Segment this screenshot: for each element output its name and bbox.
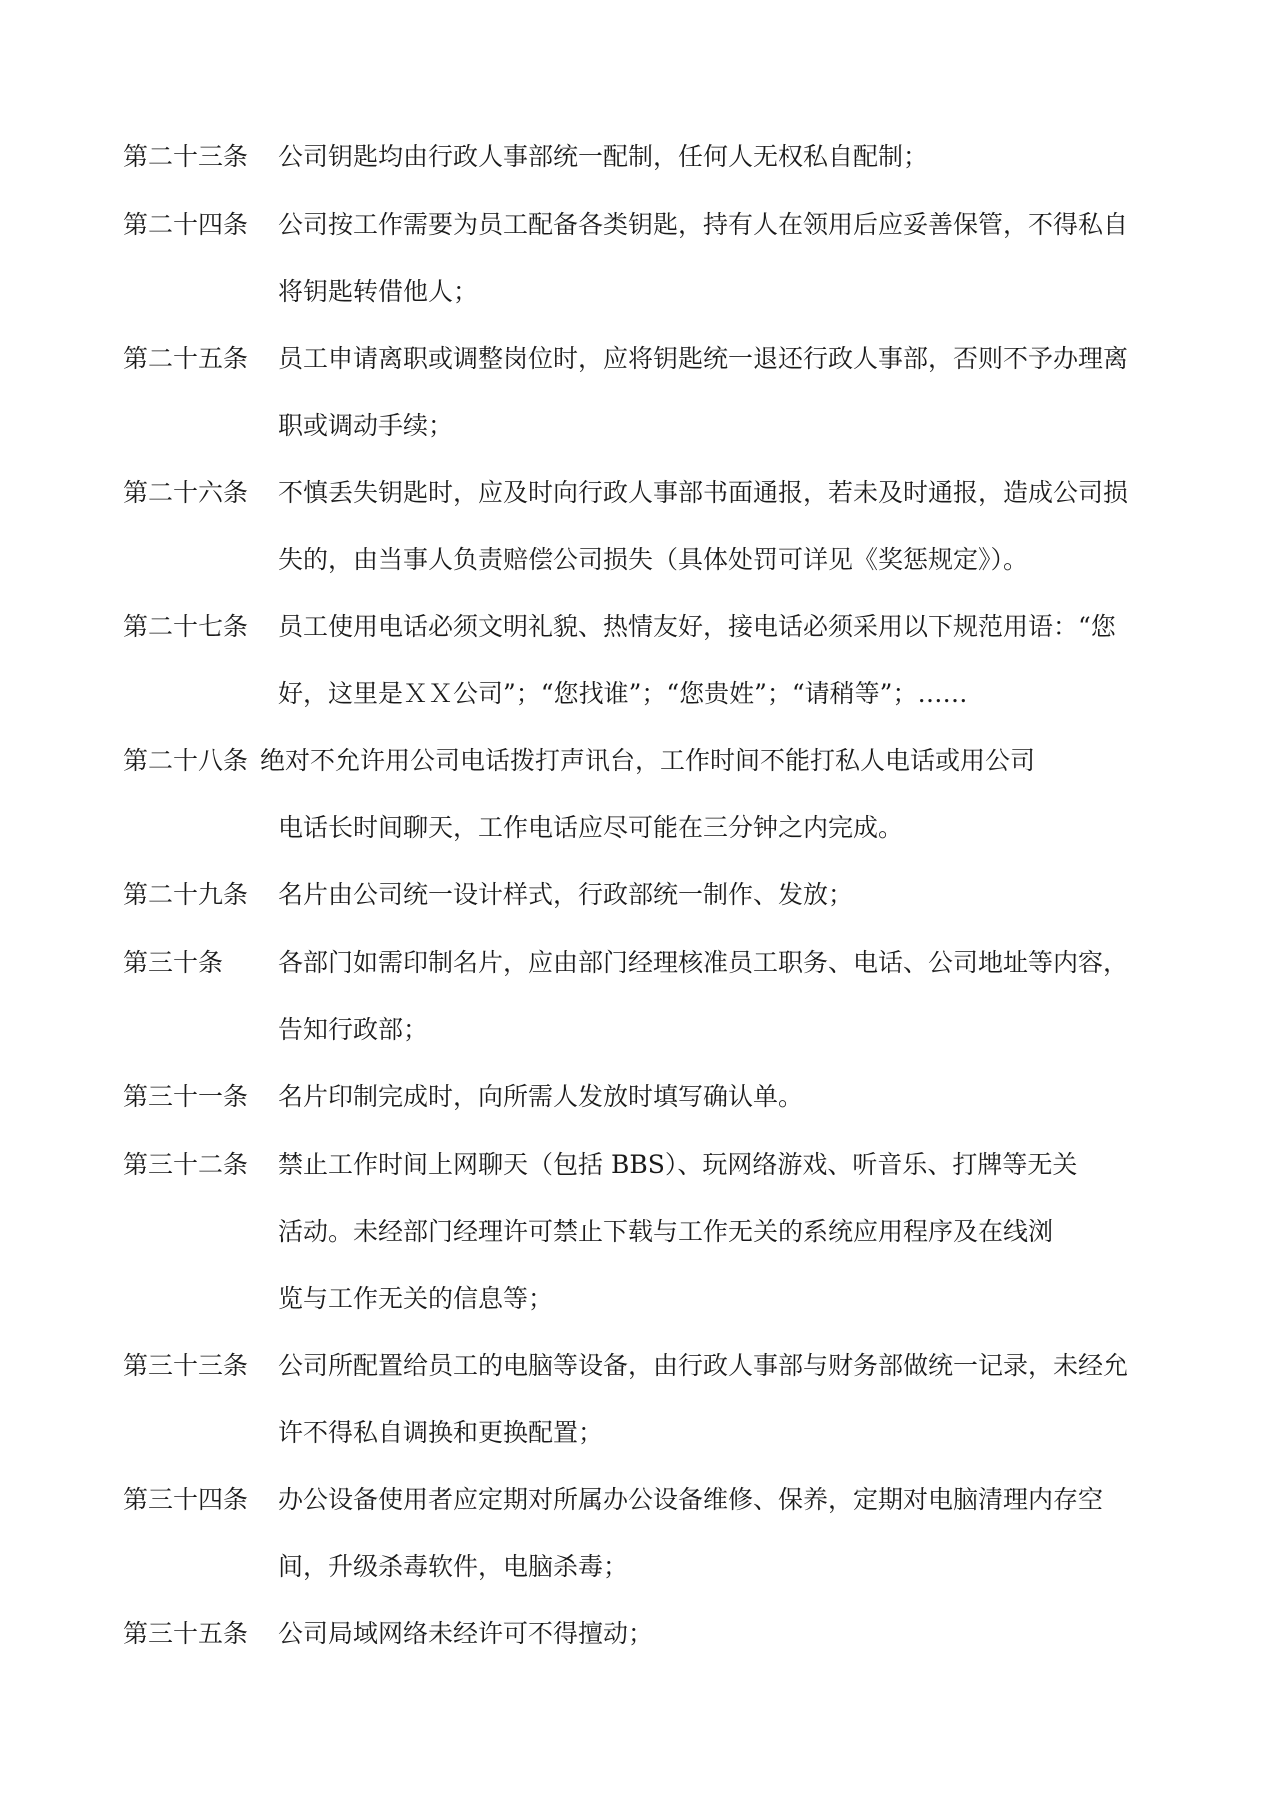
article-label: 第二十五条	[123, 344, 249, 373]
article-label: 第三十三条	[123, 1351, 249, 1380]
article-text-line: 公司局域网络未经许可不得擅动；	[278, 1619, 654, 1648]
article-text-line: 员工使用电话必须文明礼貌、热情友好，接电话必须采用以下规范用语：“您	[278, 612, 1116, 641]
article-label: 第二十八条	[123, 746, 249, 775]
article-label: 第二十四条	[123, 210, 249, 239]
article-label: 第二十六条	[123, 478, 249, 507]
article-text-line: 将钥匙转借他人；	[278, 277, 479, 306]
article-text-line: 公司钥匙均由行政人事部统一配制，任何人无权私自配制；	[278, 142, 929, 171]
article-label: 第三十条	[123, 948, 224, 977]
article-text-line: 电话长时间聊天，工作电话应尽可能在三分钟之内完成。	[278, 813, 904, 842]
article-text-line: 公司按工作需要为员工配备各类钥匙，持有人在领用后应妥善保管，不得私自	[278, 210, 1129, 239]
article-text-line: 员工申请离职或调整岗位时，应将钥匙统一退还行政人事部，否则不予办理离	[278, 344, 1129, 373]
article-text-line: 名片印制完成时，向所需人发放时填写确认单。	[278, 1082, 804, 1111]
article-label: 第二十三条	[123, 142, 249, 171]
article-text-line: 禁止工作时间上网聊天（包括 BBS）、玩网络游戏、听音乐、打牌等无关	[278, 1150, 1078, 1179]
article-text-line: 活动。未经部门经理许可禁止下载与工作无关的系统应用程序及在线浏	[278, 1217, 1054, 1246]
article-text-line: 好，这里是ＸＸ公司”；“您找谁”；“您贵姓”；“请稍等”；……	[278, 679, 968, 708]
article-text-line: 告知行政部；	[278, 1015, 429, 1044]
article-text-line: 间，升级杀毒软件，电脑杀毒；	[278, 1552, 629, 1581]
article-text-line: 失的，由当事人负责赔偿公司损失（具体处罚可详见《奖惩规定》）。	[278, 545, 1029, 574]
article-text-line: 不慎丢失钥匙时，应及时向行政人事部书面通报，若未及时通报，造成公司损	[278, 478, 1129, 507]
article-label: 第三十一条	[123, 1082, 249, 1111]
article-text-line: 名片由公司统一设计样式，行政部统一制作、发放；	[278, 880, 854, 909]
article-label: 第三十四条	[123, 1485, 249, 1514]
article-text-line: 许不得私自调换和更换配置；	[278, 1418, 604, 1447]
article-label: 第二十七条	[123, 612, 249, 641]
article-text-line: 职或调动手续；	[278, 411, 454, 440]
article-text-line: 绝对不允许用公司电话拨打声讯台，工作时间不能打私人电话或用公司	[260, 746, 1036, 775]
article-text-line: 公司所配置给员工的电脑等设备，由行政人事部与财务部做统一记录，未经允	[278, 1351, 1129, 1380]
article-text-line: 各部门如需印制名片，应由部门经理核准员工职务、电话、公司地址等内容，	[278, 948, 1129, 977]
article-text-line: 办公设备使用者应定期对所属办公设备维修、保养，定期对电脑清理内存空	[278, 1485, 1104, 1514]
article-label: 第二十九条	[123, 880, 249, 909]
article-label: 第三十五条	[123, 1619, 249, 1648]
article-text-line: 览与工作无关的信息等；	[278, 1284, 554, 1313]
article-label: 第三十二条	[123, 1150, 249, 1179]
